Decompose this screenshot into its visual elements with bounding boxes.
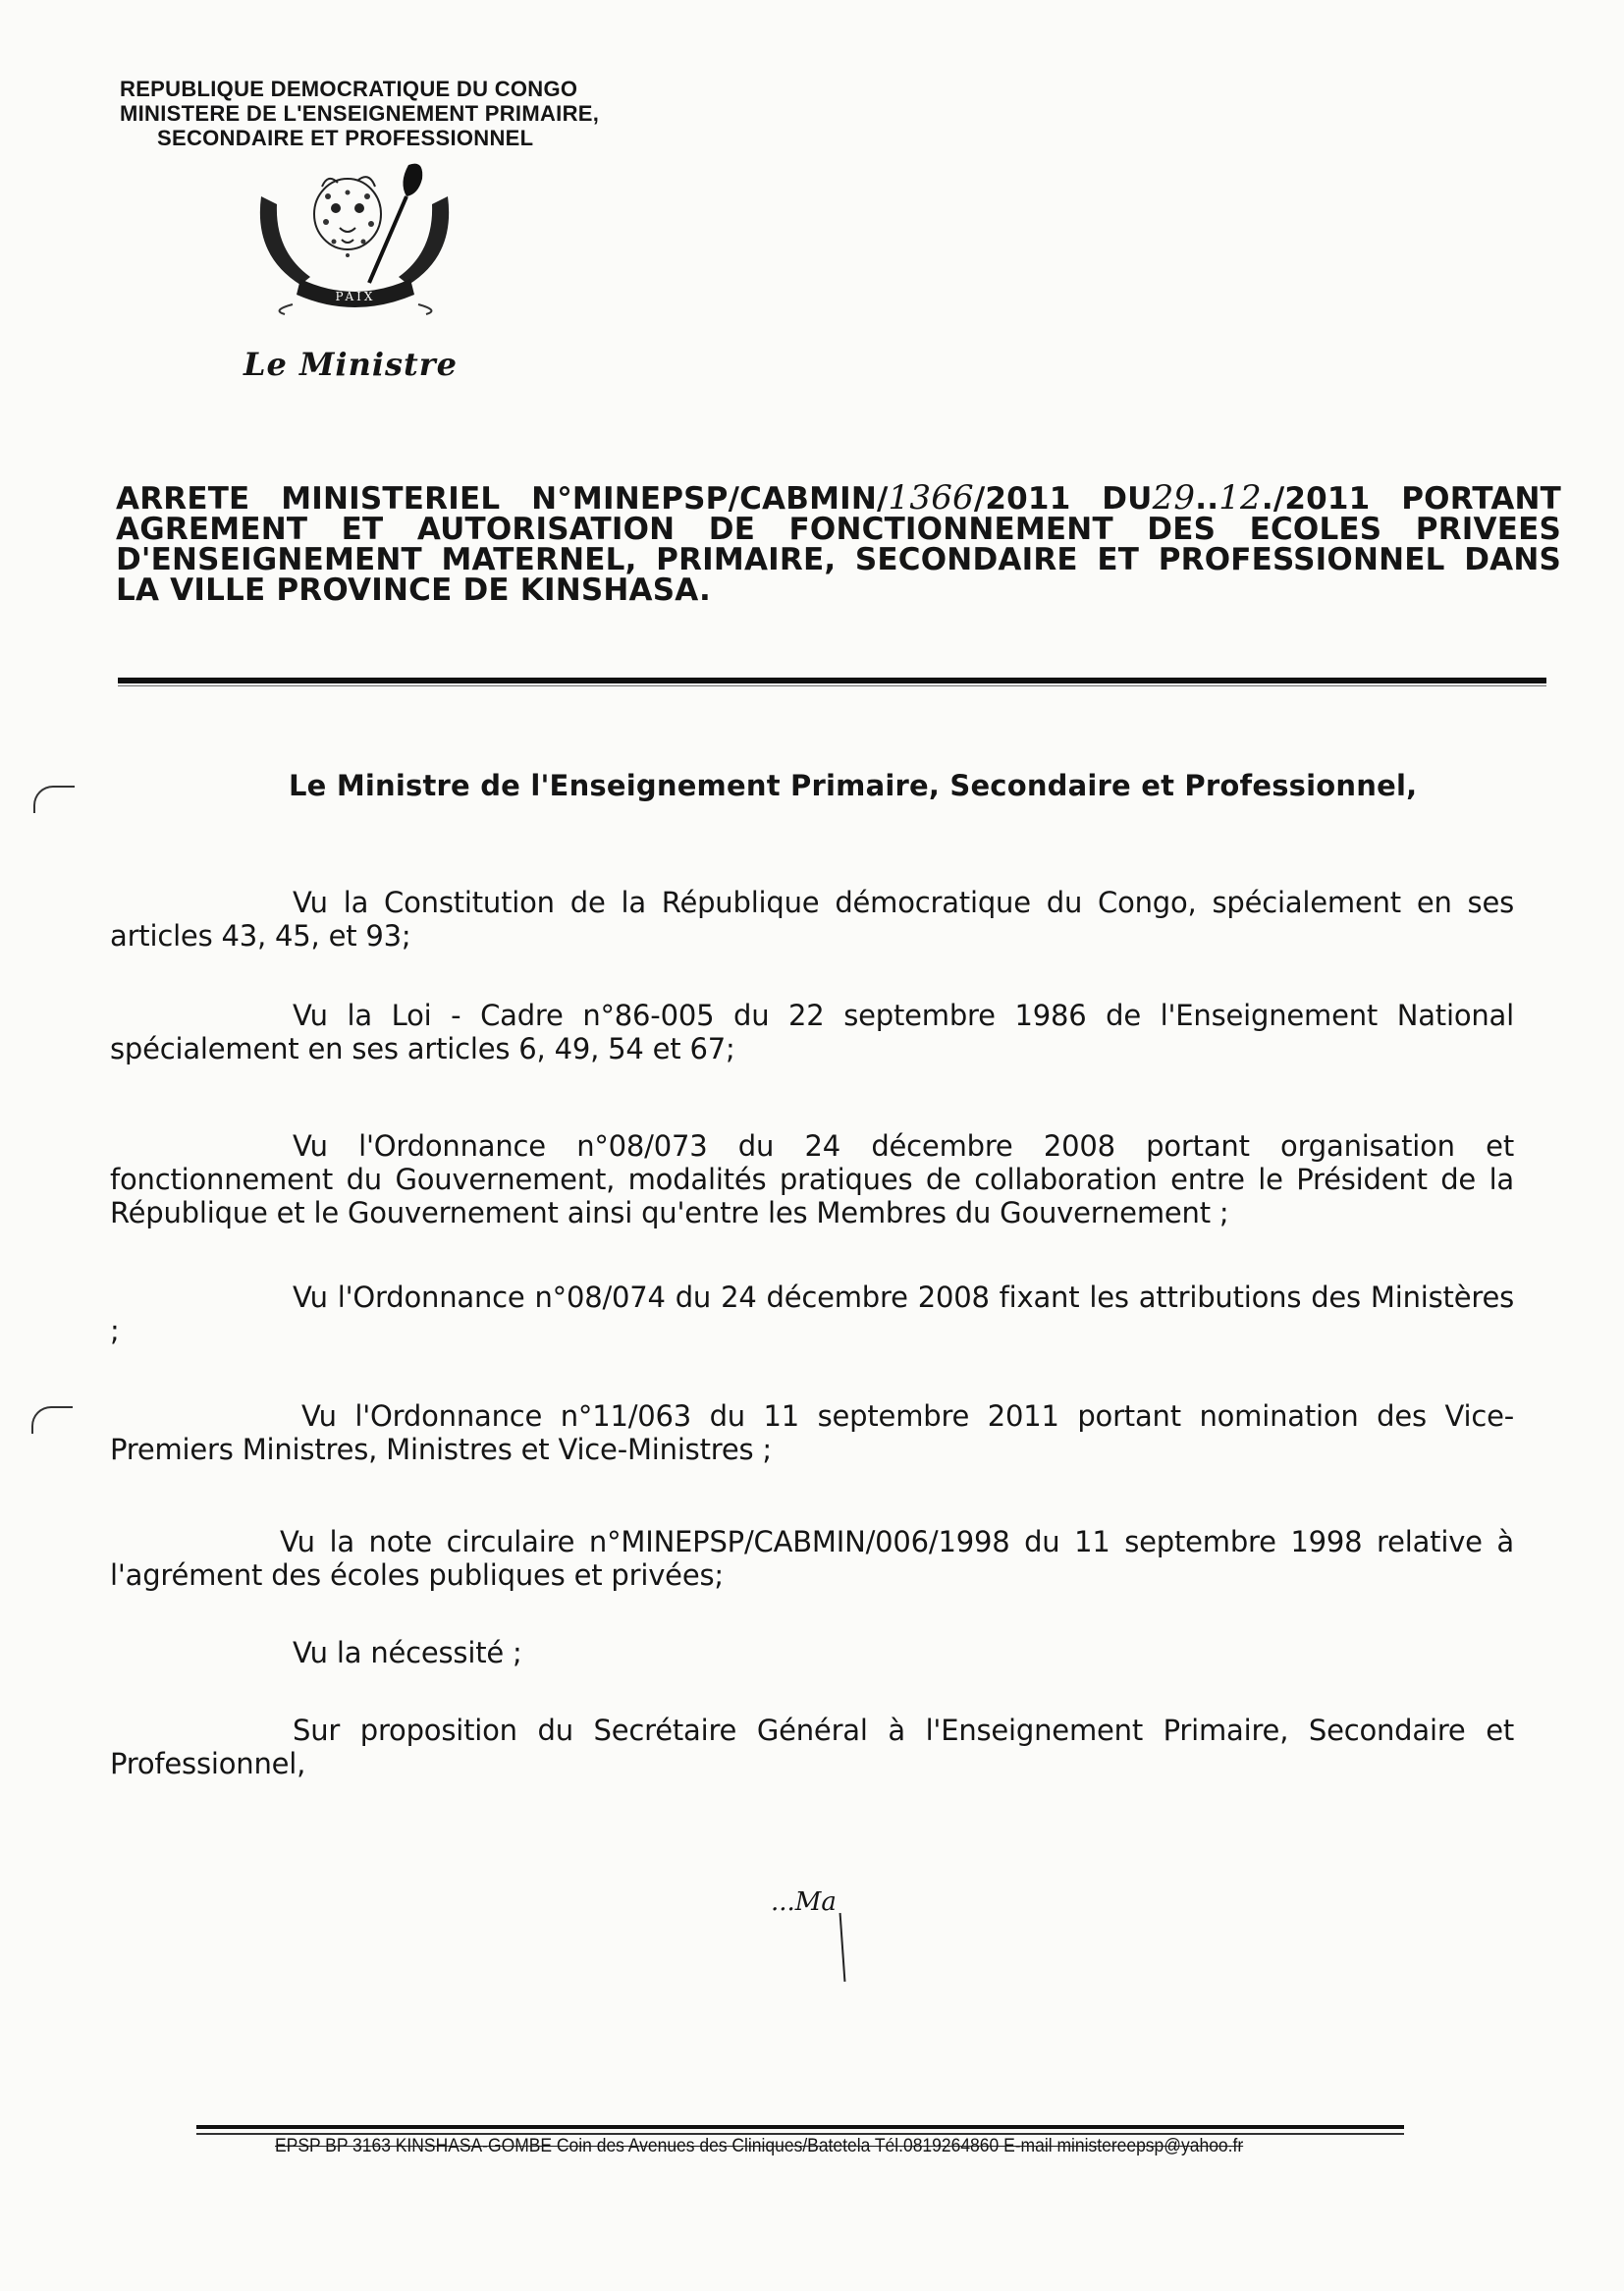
leopard-coat-of-arms-icon <box>232 157 487 319</box>
consideration-paragraph: Sur proposition du Secrétaire Général à l'Enseignement Primaire, Secondaire et Professionnel, <box>110 1714 1514 1780</box>
margin-mark <box>31 1406 73 1434</box>
consideration-paragraph: Vu la Loi - Cadre n°86-005 du 22 septembre 1986 de l'Enseignement National spécialement en ses articles 6, 49, 54 et 67; <box>110 999 1514 1065</box>
decree-title: ARRETE MINISTERIEL N°MINEPSP/CABMIN/1366/2011 DU29..12./2011 PORTANT AGREMENT ET AUTORISATION DE FONCTIONNEMENT DES ECOLES PRIVEES D'ENSEIGNEMENT MATERNEL, PRIMAIRE, SECONDAIRE ET PROFESSIONNEL DANS LA VILLE PROVINCE DE KINSHASA. <box>116 478 1562 608</box>
continuation-mark: ...Ma <box>771 1887 837 1917</box>
consideration-paragraph: Vu l'Ordonnance n°11/063 du 11 septembre 2011 portant nomination des Vice-Premiers Ministres, Ministres et Vice-Ministres ; <box>110 1399 1514 1466</box>
consideration-paragraph: Vu l'Ordonnance n°08/074 du 24 décembre 2008 fixant les attributions des Ministères ; <box>110 1281 1514 1347</box>
title-divider-thin <box>118 685 1546 686</box>
footer-divider-thin <box>196 2133 1404 2135</box>
handwritten-day: 29 <box>1152 478 1196 518</box>
consideration-paragraph: Vu la Constitution de la République démocratique du Congo, spécialement en ses articles 43, 45, et 93; <box>110 886 1514 953</box>
consideration-paragraph: Vu la nécessité ; <box>293 1636 522 1669</box>
emblem-motto: PAIX <box>335 290 376 303</box>
continuation-initials: Ma <box>794 1887 837 1917</box>
consideration-paragraph: Vu l'Ordonnance n°08/073 du 24 décembre 2008 portant organisation et fonctionnement du Gouvernement, modalités pratiques de collaboration entre le Président de la République et le Gouvernement ainsi qu'entre les Membres du Gouvernement ; <box>110 1129 1514 1229</box>
preamble: Le Ministre de l'Enseignement Primaire, Secondaire et Professionnel, <box>289 769 1418 802</box>
margin-mark <box>33 786 75 813</box>
minister-signature: Le Ministre <box>244 346 459 383</box>
handwritten-month: 12 <box>1218 478 1262 518</box>
footer-contact: EPSP BP 3163 KINSHASA-GOMBE Coin des Avenues des Cliniques/Batetela Tél.0819264860 E-mail ministereepsp@yahoo.fr <box>275 2136 1244 2156</box>
footer-divider <box>196 2125 1404 2129</box>
letterhead-ministry-cont: SECONDAIRE ET PROFESSIONNEL <box>157 126 534 150</box>
continuation-stroke <box>839 1913 846 1982</box>
title-divider <box>118 678 1546 683</box>
letterhead-country: REPUBLIQUE DEMOCRATIQUE DU CONGO <box>120 77 578 101</box>
handwritten-decree-number: 1366 <box>888 478 974 518</box>
consideration-paragraph: Vu la note circulaire n°MINEPSP/CABMIN/006/1998 du 11 septembre 1998 relative à l'agrément des écoles publiques et privées; <box>110 1525 1514 1592</box>
letterhead-ministry: MINISTERE DE L'ENSEIGNEMENT PRIMAIRE, <box>120 101 600 126</box>
letterhead <box>120 77 599 150</box>
